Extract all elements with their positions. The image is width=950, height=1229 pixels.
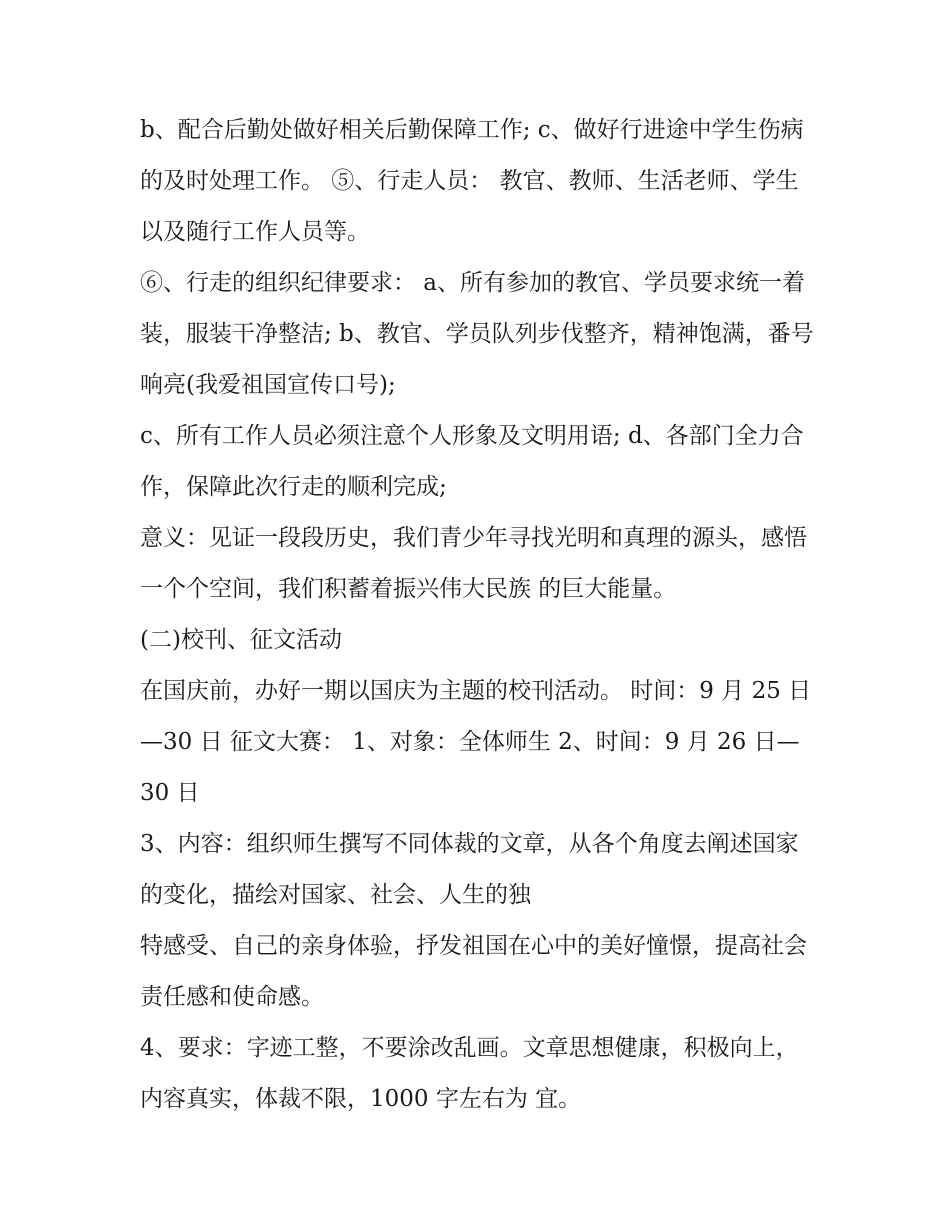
paragraph-logistics-and-participants: b、配合后勤处做好相关后勤保障工作; c、做好行进途中学生伤病的及时处理工作。 ⑤、行走人员： 教官、教师、生活老师、学生以及随行工作人员等。	[140, 117, 804, 245]
section-heading-school-magazine: (二)校刊、征文活动	[140, 627, 342, 653]
paragraph-essay-content: 3、内容：组织师生撰写不同体裁的文章，从各个角度去阐述国家的变化，描绘对国家、社会、人生的独	[140, 831, 799, 908]
paragraph-significance: 意义：见证一段段历史，我们青少年寻找光明和真理的源头，感悟一个个空间，我们积蓄着振兴伟大民族 的巨大能量。	[140, 525, 807, 602]
paragraph-essay-requirements: 4、要求：字迹工整，不要涂改乱画。文章思想健康，积极向上，内容真实，体裁不限，1000 字左右为 宜。	[140, 1035, 799, 1112]
paragraph-discipline-requirements: ⑥、行走的组织纪律要求： a、所有参加的教官、学员要求统一着装，服装干净整洁; b、教官、学员队列步伐整齐，精神饱满，番号响亮(我爱祖国宣传口号);	[140, 270, 814, 398]
document-body	[140, 105, 820, 1125]
paragraph-magazine-schedule: 在国庆前，办好一期以国庆为主题的校刊活动。 时间：9 月 25 日—30 日 征文大赛： 1、对象：全体师生 2、时间：9 月 26 日—30 日	[140, 678, 812, 806]
paragraph-staff-conduct: c、所有工作人员必须注意个人形象及文明用语; d、各部门全力合作，保障此次行走的顺利完成;	[140, 423, 804, 500]
paragraph-essay-content-continued: 特感受、自己的亲身体验，抒发祖国在心中的美好憧憬，提高社会责任感和使命感。	[140, 933, 807, 1010]
